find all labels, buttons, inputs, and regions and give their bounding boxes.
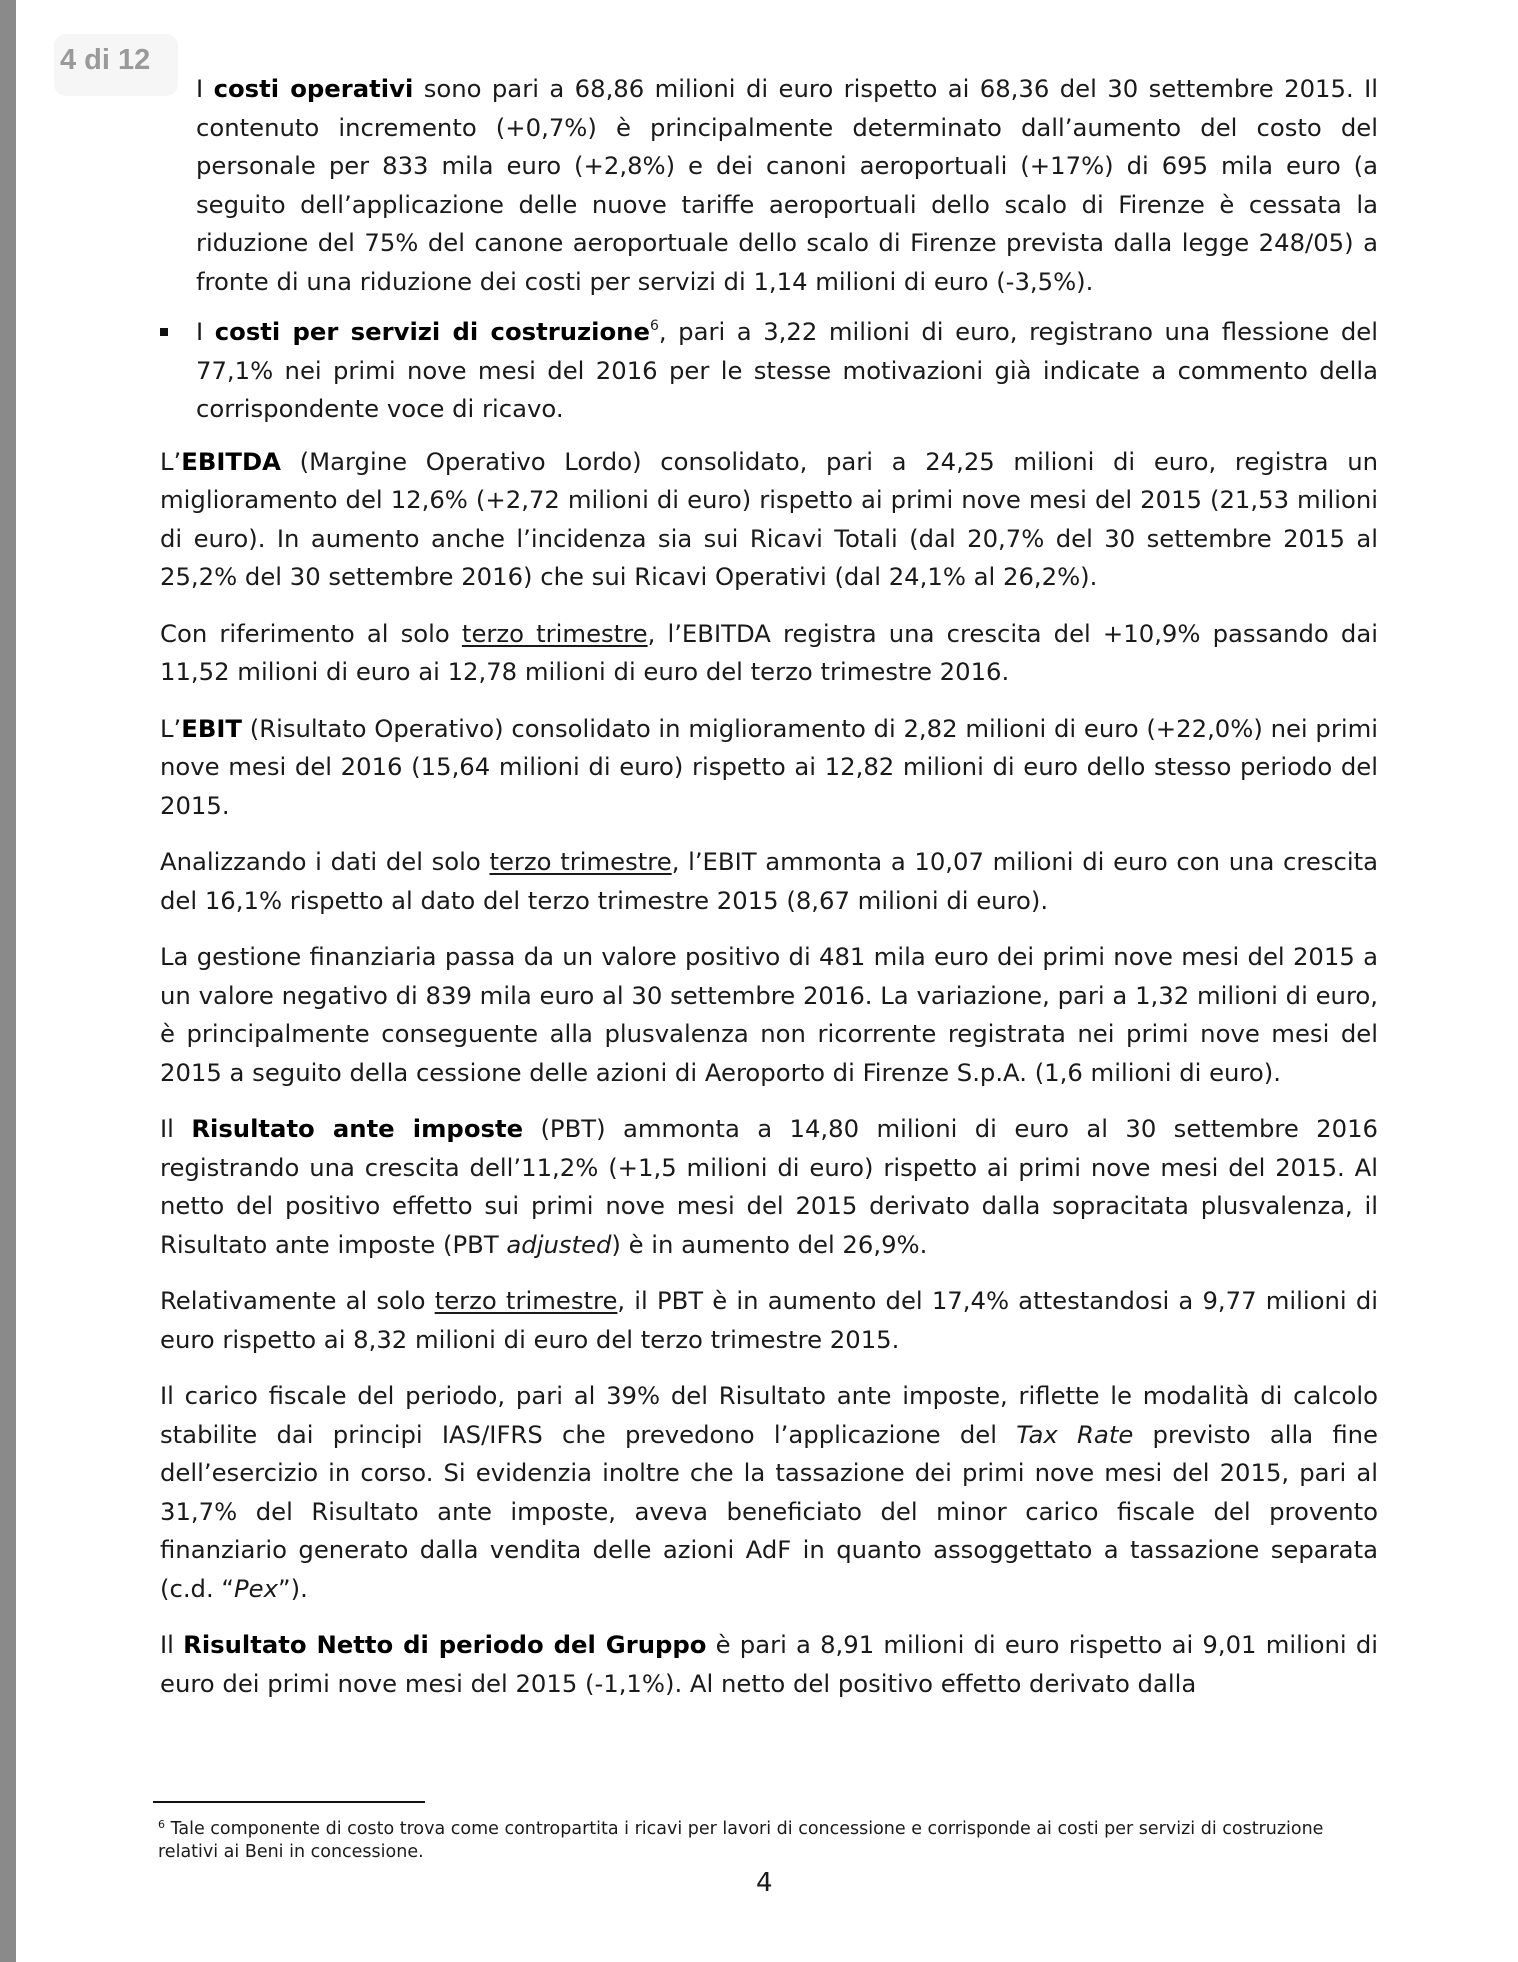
bold-term: Risultato Netto di periodo del Gruppo	[183, 1630, 707, 1659]
paragraph-pbt-q3	[160, 1282, 1378, 1359]
text: Analizzando i dati del solo	[160, 847, 490, 876]
text: , il PBT è in aumento del 17,4% attestandosi a 9,77 milioni di euro rispetto ai 8,32 milioni di euro del terzo trimestre 2015.	[160, 1286, 1378, 1354]
text: (PBT) ammonta a 14,80 milioni di euro al 30 settembre 2016 registrando una crescita dell’11,2% (+1,5 milioni di euro) rispetto ai primi nove mesi del 2015. Al netto del positivo effetto sui primi nove mesi del 2015 derivato dalla sopracitata plusvalenza, il Risultato ante imposte (PBT	[160, 1114, 1379, 1259]
paragraph-gestione-finanziaria: La gestione finanziaria passa da un valore positivo di 481 mila euro dei primi nove mesi del 2015 a un valore negativo di 839 mila euro al 30 settembre 2016. La variazione, pari a 1,32 milioni di euro, è principalmente conseguente alla plusvalenza non ricorrente registrata nei primi nove mesi del 2015 a seguito della cessione delle azioni di Aeroporto di Firenze S.p.A. (1,6 milioni di euro).	[160, 942, 1378, 1087]
text: ) è in aumento del 26,9%.	[611, 1229, 928, 1259]
text: L’	[160, 713, 182, 743]
text: , l’EBIT ammonta a 10,07 milioni di euro con una crescita del 16,1% rispetto al dato del terzo trimestre 2015 (8,67 milioni di euro).	[160, 847, 1378, 915]
text: (Risultato Operativo) consolidato in miglioramento di 2,82 milioni di euro (+22,0%) nei primi nove mesi del 2016 (15,64 milioni di euro) rispetto ai 12,82 milioni di euro dello stesso periodo del 2015.	[160, 713, 1378, 820]
italic-term: Pex	[234, 1573, 279, 1603]
paragraph-pbt	[160, 1110, 1378, 1264]
text: , l’EBITDA registra una crescita del +10,9% passando dai 11,52 milioni di euro ai 12,78 milioni di euro del terzo trimestre 2016.	[160, 618, 1378, 686]
underlined-term: terzo trimestre	[489, 847, 672, 876]
page-number: 4	[756, 1868, 773, 1898]
paragraph-risultato-netto	[160, 1626, 1378, 1703]
text: , pari a 3,22 milioni di euro, registrano una flessione del 77,1% nei primi nove mesi del 2016 per le stesse motivazioni già indicate a commento della corrispondente voce di ricavo.	[196, 317, 1379, 423]
text: previsto alla fine dell’esercizio in corso. Si evidenzia inoltre che la tassazione dei primi nove mesi del 2015, pari al 31,7% del Risultato ante imposte, aveva beneficiato del minor carico fiscale del provento finanziario generato dalla vendita delle azioni AdF in quanto assoggettato a tassazione separata (c.d. “	[160, 1419, 1379, 1603]
footnote-separator	[153, 1801, 425, 1803]
paragraph-ebit-q3	[160, 843, 1378, 920]
footnote-number: 6	[158, 1818, 165, 1831]
italic-term: Tax Rate	[1016, 1419, 1134, 1449]
paragraph-ebit	[160, 710, 1378, 826]
text: Con riferimento al solo	[160, 618, 462, 648]
footnote-reference[interactable]: 6	[649, 318, 659, 334]
bullet-item-costi-costruzione	[160, 313, 1378, 429]
bold-term: Risultato ante imposte	[191, 1114, 524, 1143]
text: (Margine Operativo Lordo) consolidato, pari a 24,25 milioni di euro, registra un miglioramento del 12,6% (+2,72 milioni di euro) rispetto ai primi nove mesi del 2015 (21,53 milioni di euro). In aumento anche l’incidenza sia sui Ricavi Totali (dal 20,7% del 30 settembre 2015 al 25,2% del 30 settembre 2016) che sui Ricavi Operativi (dal 24,1% al 26,2%).	[160, 446, 1378, 591]
paragraph-costi-costruzione	[196, 313, 1378, 429]
text: Il	[160, 1630, 184, 1659]
text: è pari a 8,91 milioni di euro rispetto ai 9,01 milioni di euro dei primi nove mesi del 2015 (-1,1%). Al netto del positivo effetto derivato dalla	[160, 1630, 1378, 1698]
paragraph-carico-fiscale	[160, 1377, 1378, 1608]
text: L’	[160, 446, 182, 476]
bold-term: costi per servizi di costruzione	[214, 317, 650, 346]
square-bullet-icon	[160, 328, 168, 336]
page-indicator-text: 4 di 12	[60, 44, 151, 76]
text: Relativamente al solo	[160, 1286, 435, 1315]
footnote-text: Tale componente di costo trova come contropartita i ricavi per lavori di concessione e corrisponde ai costi per servizi di costruzione relativi ai Beni in concessione.	[158, 1819, 1324, 1862]
text: Il	[160, 1114, 192, 1143]
text: I	[196, 74, 214, 103]
bold-term: EBIT	[181, 713, 242, 743]
document-body	[160, 70, 1378, 1721]
paragraph-ebitda	[160, 443, 1378, 597]
underlined-term: terzo trimestre	[434, 1286, 618, 1315]
text: sono pari a 68,86 milioni di euro rispetto ai 68,36 del 30 settembre 2015. Il contenuto incremento (+0,7%) è principalmente determinato dall’aumento del costo del personale per 833 mila euro (+2,8%) e dei canoni aeroportuali (+17%) di 695 mila euro (a seguito dell’applicazione delle nuove tariffe aeroportuali dello scalo di Firenze è cessata la riduzione del 75% del canone aeroportuale dello scalo di Firenze prevista dalla legge 248/05) a fronte di una riduzione dei costi per servizi di 1,14 milioni di euro (-3,5%).	[196, 74, 1378, 296]
bold-term: EBITDA	[181, 446, 281, 476]
text: Il carico fiscale del periodo, pari al 39% del Risultato ante imposte, riflette le modalità di calcolo stabilite dai principi IAS/IFRS che prevedono l’applicazione del	[160, 1381, 1378, 1449]
italic-term: adjusted	[506, 1229, 612, 1259]
text: ”).	[278, 1573, 308, 1603]
footnote	[158, 1818, 1380, 1864]
viewer-left-edge	[0, 0, 16, 1962]
paragraph-ebitda-q3	[160, 615, 1378, 692]
paragraph-costi-operativi	[160, 70, 1378, 301]
text: I	[196, 317, 215, 346]
bold-term: costi operativi	[213, 74, 414, 103]
underlined-term: terzo trimestre	[461, 618, 648, 648]
